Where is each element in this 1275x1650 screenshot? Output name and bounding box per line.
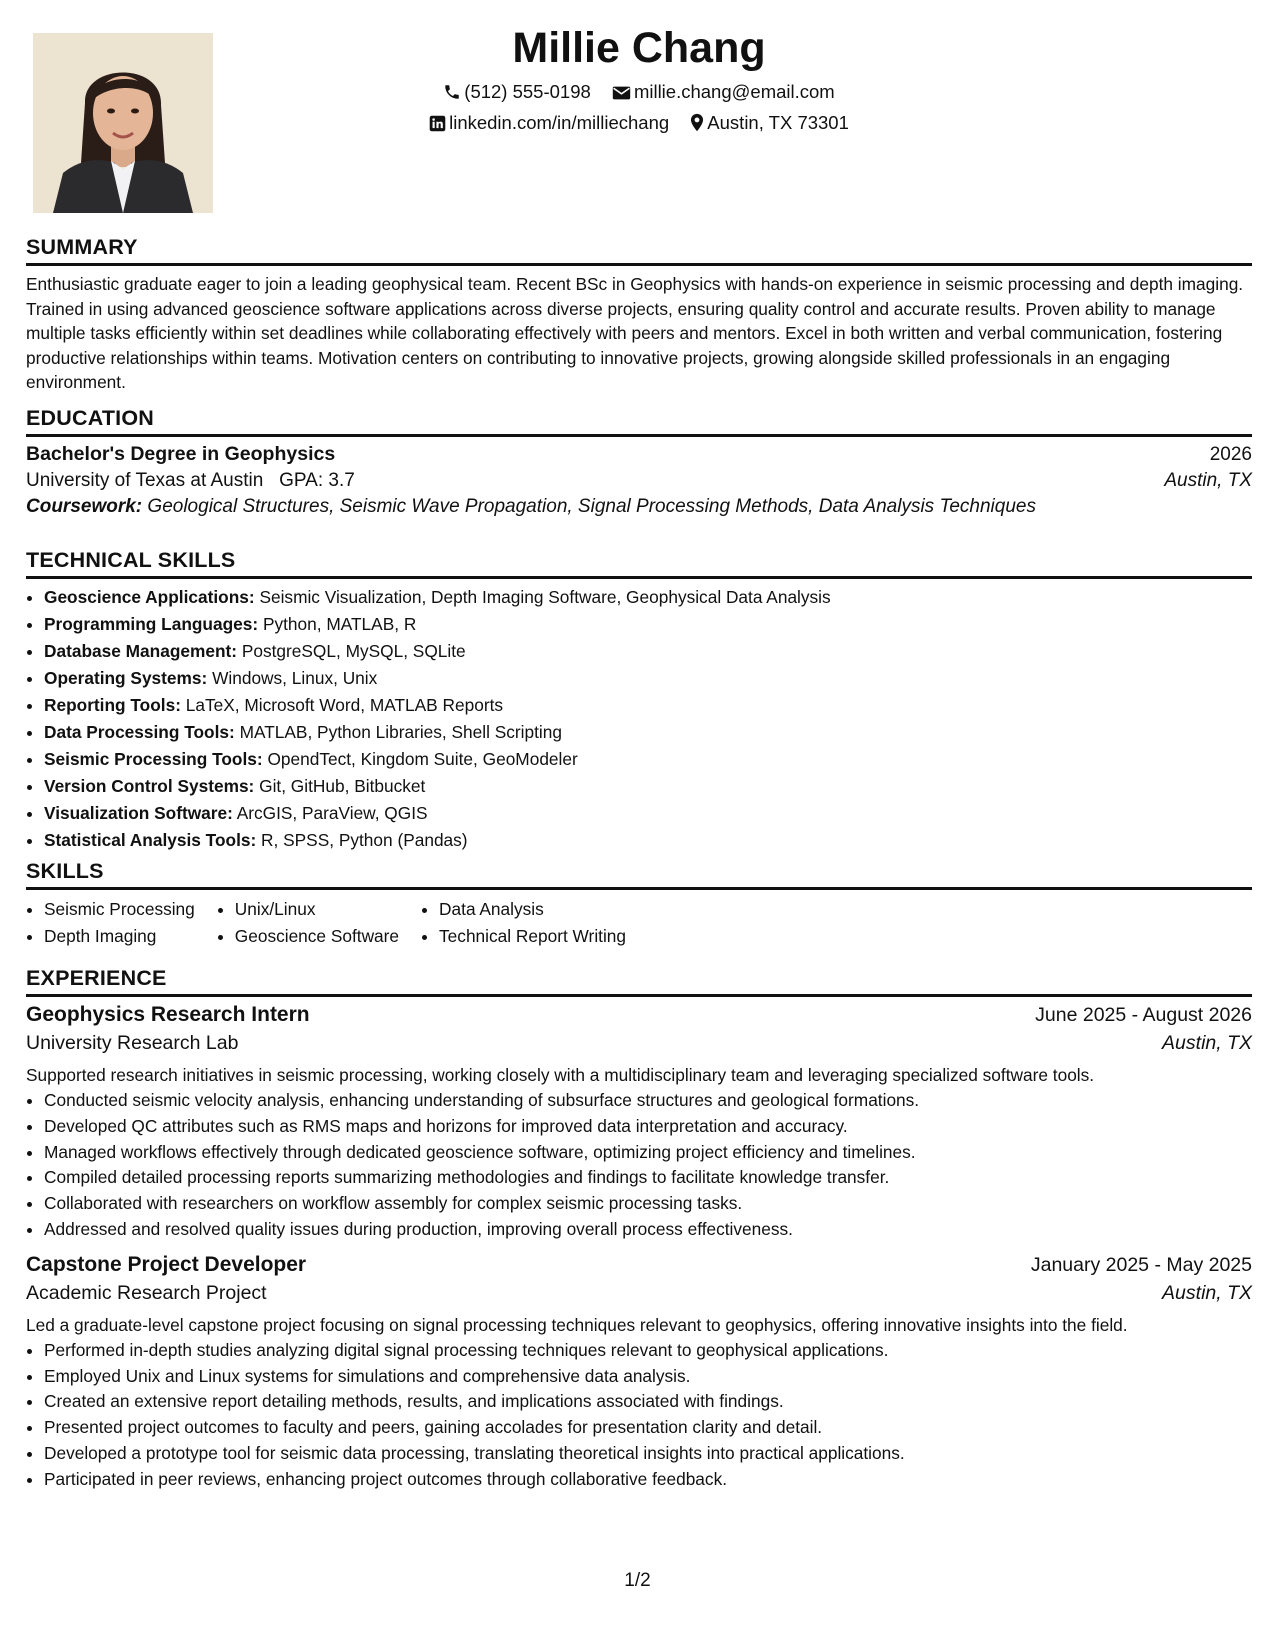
list-item: • Created an extensive report detailing methods, results, and implications associated with findings. [44,1389,1252,1415]
job-title-row [26,1003,1252,1027]
job-title-row [26,1253,1252,1277]
envelope-icon [612,85,631,101]
list-item: • Collaborated with researchers on workflow assembly for complex seismic processing tasks. [44,1191,1252,1217]
skill-category: Programming Languages: [44,614,259,634]
list-item: • Performed in-depth studies analyzing digital signal processing techniques relevant to geophysical applications. [44,1338,1252,1364]
skill-category: Statistical Analysis Tools: [44,830,257,850]
skills-column-2 [217,896,399,950]
skill-category: Visualization Software: [44,803,233,823]
section-divider [26,434,1252,437]
job-org-row [26,1282,1252,1305]
skill-category: Reporting Tools: [44,695,181,715]
skill-values: Python, MATLAB, R [262,614,417,634]
experience-heading: EXPERIENCE [26,966,167,990]
job-organization: Academic Research Project [26,1281,267,1304]
list-item: • Managed workflows effectively through dedicated geoscience software, optimizing project efficiency and timelines. [44,1140,1252,1166]
list-item: • Addressed and resolved quality issues during production, improving overall process effectiveness. [44,1217,1252,1243]
skill-category: Data Processing Tools: [44,722,235,742]
list-item: • Conducted seismic velocity analysis, enhancing understanding of subsurface structures and geological formations. [44,1088,1252,1114]
list-item: • Developed a prototype tool for seismic data processing, translating theoretical insights into practical applications. [44,1441,1252,1467]
job-intro: Supported research initiatives in seismic processing, working closely with a multidisciplinary team and leveraging specialized software tools. [26,1065,1095,1085]
skills-section [26,857,1252,950]
skill-category: Database Management: [44,641,238,661]
list-item: • Participated in peer reviews, enhancing project outcomes through collaborative feedback. [44,1467,1252,1493]
summary-section [26,233,1252,395]
phone-icon [443,83,461,101]
list-item: • Presented project outcomes to faculty and peers, gaining accolades for presentation clarity and detail. [44,1415,1252,1441]
graduation-year: 2026 [1209,444,1252,465]
skill-category: Version Control Systems: [44,776,255,796]
coursework-line [26,496,1252,518]
job-intro: Led a graduate-level capstone project focusing on signal processing techniques relevant to geophysics, offering innovative insights into the field. [26,1314,1128,1335]
list-item: • Employed Unix and Linux systems for simulations and comprehensive data analysis. [44,1364,1252,1390]
list-item [44,611,1252,638]
job-entry [26,1253,1252,1493]
list-item [44,719,1252,746]
degree-title: Bachelor's Degree in Geophysics [26,443,336,465]
skill-values: R, SPSS, Python (Pandas) [261,830,468,850]
summary-heading: SUMMARY [26,235,138,259]
job-dates: June 2025 - August 2026 [1035,1004,1252,1026]
experience-section [26,964,1252,1493]
list-item: • Depth Imaging [44,923,195,950]
list-item [44,773,1252,800]
linkedin-icon [429,115,446,132]
skill-values: LaTeX, Microsoft Word, MATLAB Reports [185,695,504,715]
contact-row-1 [26,76,1252,107]
school-info [26,470,355,492]
list-item [44,827,1252,854]
list-item [44,638,1252,665]
location-text: Austin, TX 73301 [707,112,849,133]
contact-row-2 [26,107,1252,138]
school-location: Austin, TX [1164,470,1252,491]
email-contact[interactable] [612,76,835,107]
section-divider [26,887,1252,890]
skill-category: Seismic Processing Tools: [44,749,263,769]
skill-category: Geoscience Applications: [44,587,255,607]
education-heading: EDUCATION [26,406,155,430]
list-item: • Geoscience Software [235,923,399,950]
gpa: GPA: 3.7 [279,470,355,491]
resume-header [26,20,1252,138]
skills-column-3 [421,896,626,950]
skills-grid [26,896,1252,950]
section-divider [26,994,1252,997]
job-organization: University Research Lab [26,1032,239,1054]
candidate-name: Millie Chang [512,24,766,72]
linkedin-url: linkedin.com/in/milliechang [449,112,670,133]
technical-skills-heading: TECHNICAL SKILLS [26,548,236,572]
skill-values: OpendTect, Kingdom Suite, GeoModeler [267,749,578,769]
job-dates: January 2025 - May 2025 [1030,1253,1252,1276]
list-item [44,665,1252,692]
list-item: • Technical Report Writing [439,923,626,950]
skill-values: Windows, Linux, Unix [212,668,378,688]
coursework-list: Geological Structures, Seismic Wave Propagation, Signal Processing Methods, Data Analysis Techniques [147,496,1036,517]
email-address: millie.chang@email.com [633,81,835,102]
school-name: University of Texas at Austin [26,470,264,491]
skill-values: PostgreSQL, MySQL, SQLite [241,641,466,661]
job-org-row [26,1032,1252,1055]
job-bullets [26,1338,1252,1493]
skills-heading: SKILLS [26,859,104,883]
list-item: • Unix/Linux [235,896,399,923]
coursework-label: Coursework: [26,496,143,517]
phone-contact[interactable] [443,76,591,107]
degree-row [26,443,1252,466]
job-entry [26,1003,1252,1243]
job-location: Austin, TX [1162,1281,1252,1304]
school-row [26,470,1252,492]
job-title: Geophysics Research Intern [26,1003,310,1026]
technical-skills-list [26,584,1252,854]
page-number: 1/2 [624,1570,651,1591]
list-item: • Data Analysis [439,896,626,923]
map-pin-icon [690,113,704,132]
location-contact [690,107,849,138]
skill-values: ArcGIS, ParaView, QGIS [236,803,428,823]
list-item: • Seismic Processing [44,896,195,923]
skill-values: MATLAB, Python Libraries, Shell Scripting [239,722,562,742]
skill-values: Git, GitHub, Bitbucket [259,776,426,796]
list-item [44,746,1252,773]
list-item [44,692,1252,719]
skills-column-1 [26,896,195,950]
list-item: • Compiled detailed processing reports summarizing methodologies and findings to facilitate knowledge transfer. [44,1165,1252,1191]
skill-category: Operating Systems: [44,668,208,688]
skill-values: Seismic Visualization, Depth Imaging Software, Geophysical Data Analysis [259,587,831,607]
list-item: • Developed QC attributes such as RMS maps and horizons for improved data interpretation and accuracy. [44,1114,1252,1140]
phone-number: (512) 555-0198 [464,81,591,102]
list-item [44,584,1252,611]
section-divider [26,576,1252,579]
list-item [44,800,1252,827]
job-bullets [26,1088,1252,1243]
summary-text: Enthusiastic graduate eager to join a leading geophysical team. Recent BSc in Geophysics with hands-on experience in seismic processing and depth imaging. Trained in using advanced geoscience software applications across diverse projects, ensuring quality control and accurate results. Proven ability to manage multiple tasks efficiently within set deadlines while collaborating effectively with peers and mentors. Excel in both written and verbal communication, fostering productive relationships within teams. Motivation centers on contributing to innovative projects, growing alongside skilled professionals in an engaging environment. [26,274,1244,392]
linkedin-contact[interactable] [429,107,669,138]
technical-skills-section [26,546,1252,854]
section-divider [26,263,1252,266]
education-section [26,404,1252,518]
job-location: Austin, TX [1162,1032,1252,1054]
job-title: Capstone Project Developer [26,1252,307,1276]
